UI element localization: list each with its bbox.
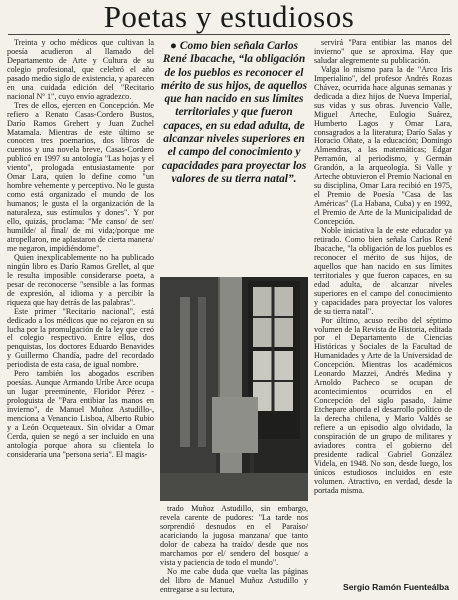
pull-quote [160, 40, 308, 272]
paragraph: No me cabe duda que vuelta las páginas del libro de Manuel Muñoz Astudillo y entregarse a su lectura, [160, 566, 308, 594]
article-photo [160, 277, 308, 501]
paragraph: servirá "Para entibiar las manos del invierno" que se aproxima. Hay que saludar alegremente su publicación. [314, 38, 452, 65]
author-byline: Sergio Ramón Fuenteálba [342, 582, 449, 592]
paragraph: Pero también los abogados escriben poesías. Aunque Armando Uribe Arce ocupa un lugar preeminente, Floridor Pérez -prologuista de "Para entibiar las manos en invierno", de Manuel Muñoz Astudillo-, menciona a Venancio Lisboa, Alberto Rubio y a León Ocqueteaux. Sin olvidar a Omar Cerda, quien se negó a ser incluido en una antología porque ahora su clientela lo consideraría una "persona seria". El magis- [7, 369, 154, 459]
paragraph: Tres de ellos, ejercen en Concepción. Me refiero a Renato Casas-Cordero Bustos, Darío Ramos Grehert y Juan Zuchel Matamala. Mientras de este último se conocen tres poemarios, dos libros de cuentos y una novela breve, Casas-Cordero publicó en 1997 su antología "Las hojas y el viento", prologada entusiastamente por Omar Lara, quien lo define como "un hombre vehemente y perceptivo. No le gusta como está organizado el mundo de los humanos; le gusta el la organización de la naturaleza, sus estímulos y dones". Y por ello, quizás, proclama: "Me canso/ de ser/ humilde/ al final/ de mi vida;/porque me atropellaron, me aplastaron de cierta manera/ me negaron, impidiéndome". [7, 100, 154, 253]
paragraph: Por último, acuso recibo del séptimo volumen de la Revista de Historia, editada por el Departamento de Ciencias Históricas y Sociales de la Facultad de Humanidades y Arte de la Universidad de Concepción. Mientras los académicos Leonardo Mazzei, Andrés Medina y Arnoldo Pacheco se ocupan de acontecimientos ocurridos en el Concepción del siglo pasado, Jaime Etchepare aborda el desarrollo político de la derecha chilena, y Mario Valdés se refiere a un episodio algo olvidado, la conspiración de un grupo de militares y aviadores contra el gobierno del presidente radical Gabriel González Videla, en 1948. No son, desde luego, los únicos estudiosos incluidos en este volumen. Atractivo, en verdad, desde la portada misma. [314, 315, 452, 495]
pull-quote-text: Como bien señala Carlos René Ibacache, “la obligación de los pueblos es reconocer el mérito de sus hijos, de aquellos que han nacido en sus límites territoriales y que fueron capaces, en su edad adulta, de alcanzar niveles superiores en el campo del conocimiento y capacidades para proyectar los valores de su tierra natal”. [160, 40, 308, 185]
article-headline: Poetas y estudiosos [103, 0, 355, 34]
right-column [314, 39, 452, 579]
left-column [7, 39, 154, 595]
middle-column [160, 505, 308, 595]
paragraph: trado Muñoz Astudillo, sin embargo, revela carente de pudores: "La tarde nos sorprendió desnudos en el Paraíso/ acariciando la jugosa manzana/ que tanto dolor de cabeza ha traído/ desde que nos marchamos por el/ sendero del bosque/ a vista y paciencia de todo el mundo". [160, 504, 308, 567]
paragraph: Noble iniciativa la de este educador ya retirado. Como bien señala Carlos René Ibacache, "la obligación de los pueblos es reconocer el mérito de sus hijos, de aquellos que han nacido en sus límites territoriales y que fueron capaces, en su edad adulta, de alcanzar niveles superiores en el campo del conocimiento y capacidades para proyectar los valores de su tierra natal". [314, 226, 452, 316]
paragraph: Quien inexplicablemente no ha publicado ningún libro es Darío Ramos Grellet, al que le resulta imposible considerarse poeta, a pesar de reconocerse "sensible a las formas de expresión, al idioma y a percibir la riqueza que hay detrás de las palabras". [7, 252, 154, 307]
headline-rule [8, 34, 450, 35]
bullet-icon: ● [170, 40, 177, 52]
paragraph: Valga lo mismo para la de "Arco Iris Imperialino", del profesor Andrés Rozas Chávez, ocurrida hace algunas semanas y dedicada a diez hijos de Nueva Imperial, sus vidas y sus obras. Juvencio Valle, Miguel Arteche, Eulogio Suárez, Humberto Lagos y Omar Lara, consagrados a la literatura; Darío Salas y Horacio Oñate, a la educación; Domingo Almendras, a las matemáticas; Edgar Perramón, al periodismo, y Germán Grandón, a la arqueología. Si Valle y Arteche obtuvieron el Premio Nacional en su disciplina, Omar Lara recibió en 1975, el Premio de Poesía "Casa de las Américas" (La Habana, Cuba) y en 1992, el Premio de Arte de la Municipalidad de Concepción. [314, 64, 452, 227]
window-photo-illustration [160, 277, 308, 501]
paragraph: Treinta y ocho médicos que cultivan la poesía acudieron al llamado del Departamento de Arte y Cultura de su colegio profesional, que celebró el año pasado medio siglo de existencia, y aparecen en una cuidada edición del "Recitario nacional Nº 1", cuyo envío agradezco. [7, 38, 154, 101]
paragraph: Este primer "Recitario nacional", está dedicado a los médicos que no cejaron en su lucha por la promulgación de la ley que creó el colegio respectivo. Entre ellos, dos penquistas, los doctores Eduardo Benavides y Guillermo Chandía, padre del recordado periodista de esta casa, de igual nombre. [7, 306, 154, 370]
